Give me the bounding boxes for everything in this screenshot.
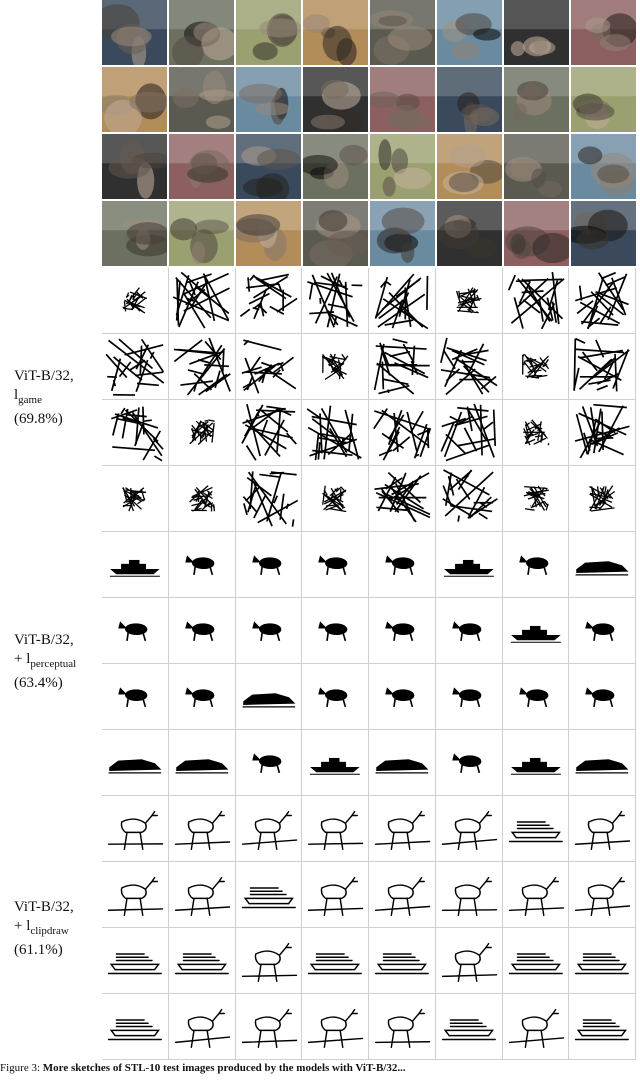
sketch-cell bbox=[102, 730, 169, 796]
caption-text: More sketches of STL-10 test images produced by the models with ViT-B/32... bbox=[42, 1062, 406, 1074]
sketch-cell bbox=[503, 334, 570, 400]
sketch-cell bbox=[436, 730, 503, 796]
sketch-cell bbox=[369, 268, 436, 334]
photo-building-sky bbox=[102, 0, 167, 65]
row-label-accuracy: (69.8%) bbox=[14, 411, 63, 427]
photo-elk-grass bbox=[571, 67, 636, 132]
sketch-cell bbox=[369, 532, 436, 598]
photo-grid bbox=[102, 0, 636, 266]
photo-cougar bbox=[303, 0, 368, 65]
row-label-accuracy: (61.1%) bbox=[14, 942, 63, 958]
sketch-cell bbox=[569, 796, 636, 862]
sketch-cell bbox=[503, 928, 570, 994]
photo-gibbon bbox=[169, 67, 234, 132]
sketch-cell bbox=[102, 862, 169, 928]
row-label-loss bbox=[14, 650, 76, 674]
sketch-cell bbox=[369, 994, 436, 1060]
photo-small-dog bbox=[102, 134, 167, 199]
sketch-cell bbox=[436, 664, 503, 730]
sketch-cell bbox=[102, 400, 169, 466]
photo-deer-field bbox=[303, 134, 368, 199]
sketch-cell bbox=[236, 400, 303, 466]
sketch-cell bbox=[236, 862, 303, 928]
sketch-cell bbox=[369, 796, 436, 862]
photo-chainlink-cat bbox=[236, 67, 301, 132]
photo-dog-sweater bbox=[437, 67, 502, 132]
sketch-cell bbox=[302, 862, 369, 928]
sketch-cell bbox=[236, 928, 303, 994]
sketch-cell bbox=[169, 994, 236, 1060]
sketch-cell bbox=[436, 862, 503, 928]
sketch-cell bbox=[569, 598, 636, 664]
sketch-cell bbox=[436, 466, 503, 532]
loss-subscript: game bbox=[18, 394, 42, 406]
photo-cargo-ship bbox=[303, 201, 368, 266]
photo-horse-head bbox=[303, 67, 368, 132]
sketch-cell bbox=[102, 796, 169, 862]
sketch-cell bbox=[102, 598, 169, 664]
photo-rally-car bbox=[169, 201, 234, 266]
figure-caption bbox=[0, 1062, 640, 1074]
sketch-cell bbox=[369, 598, 436, 664]
sketch-cell bbox=[302, 532, 369, 598]
sketch-cell bbox=[503, 598, 570, 664]
sketch-cell bbox=[369, 862, 436, 928]
sketch-cell bbox=[436, 400, 503, 466]
sketch-cell bbox=[436, 268, 503, 334]
sketch-cell bbox=[569, 730, 636, 796]
sketch-cell bbox=[302, 268, 369, 334]
sketch-cell bbox=[302, 796, 369, 862]
sketch-cell bbox=[102, 928, 169, 994]
sketch-cell bbox=[569, 928, 636, 994]
sketch-cell bbox=[369, 466, 436, 532]
photo-black-dog bbox=[504, 0, 569, 65]
photo-cruise-ship bbox=[504, 67, 569, 132]
sketch-cell bbox=[236, 994, 303, 1060]
sketch-cell bbox=[302, 928, 369, 994]
sketch-cell bbox=[436, 994, 503, 1060]
sketch-cell bbox=[236, 466, 303, 532]
sketch-cell bbox=[569, 994, 636, 1060]
sketch-cell bbox=[503, 862, 570, 928]
sketch-block-game bbox=[102, 268, 636, 532]
photo-ship-harbor bbox=[370, 201, 435, 266]
sketch-cell bbox=[169, 796, 236, 862]
sketch-cell bbox=[302, 598, 369, 664]
photo-colobus-monkey bbox=[102, 67, 167, 132]
sketch-cell bbox=[236, 664, 303, 730]
loss-symbol: + l bbox=[14, 651, 31, 667]
sketch-cell bbox=[169, 532, 236, 598]
caption-prefix: Figure 3: bbox=[0, 1062, 41, 1074]
row-label-perceptual bbox=[14, 631, 76, 693]
sketch-cell bbox=[169, 862, 236, 928]
sketch-cell bbox=[169, 598, 236, 664]
sketch-cell bbox=[569, 466, 636, 532]
photo-airplane-gray bbox=[169, 134, 234, 199]
sketch-cell bbox=[236, 334, 303, 400]
sketch-cell bbox=[169, 664, 236, 730]
sketch-cell bbox=[302, 664, 369, 730]
sketch-cell bbox=[236, 598, 303, 664]
sketch-cell bbox=[169, 268, 236, 334]
sketch-cell bbox=[569, 334, 636, 400]
loss-symbol: + l bbox=[14, 918, 31, 934]
sketch-cell bbox=[569, 400, 636, 466]
sketch-cell bbox=[236, 796, 303, 862]
row-label-clipdraw bbox=[14, 898, 74, 960]
photo-bird-cage bbox=[571, 134, 636, 199]
photo-pony bbox=[504, 134, 569, 199]
sketch-cell bbox=[102, 664, 169, 730]
sketch-cell bbox=[503, 268, 570, 334]
sketch-cell bbox=[169, 400, 236, 466]
photo-ferry-ship bbox=[437, 0, 502, 65]
sketch-cell bbox=[503, 532, 570, 598]
sketch-cell bbox=[102, 532, 169, 598]
row-label-accuracy: (63.4%) bbox=[14, 675, 63, 691]
photo-bird-leaves bbox=[437, 134, 502, 199]
loss-symbol: l bbox=[14, 387, 19, 403]
sketch-cell bbox=[302, 994, 369, 1060]
photo-deer-grazing bbox=[236, 201, 301, 266]
row-label-game bbox=[14, 367, 74, 429]
sketch-cell bbox=[302, 334, 369, 400]
photo-cat-rocks bbox=[437, 201, 502, 266]
sketch-cell bbox=[102, 334, 169, 400]
sketch-cell bbox=[169, 928, 236, 994]
photo-robin-bird bbox=[236, 0, 301, 65]
photo-truck-trailer bbox=[571, 201, 636, 266]
sketch-cell bbox=[369, 664, 436, 730]
loss-subscript: perceptual bbox=[30, 658, 77, 670]
loss-subscript: clipdraw bbox=[30, 925, 69, 937]
sketch-cell bbox=[569, 532, 636, 598]
sketch-cell bbox=[169, 334, 236, 400]
photo-deer-antlers bbox=[370, 67, 435, 132]
sketch-cell bbox=[503, 994, 570, 1060]
sketch-block-perceptual bbox=[102, 532, 636, 796]
row-label-model: ViT-B/32, bbox=[14, 899, 74, 915]
sketch-cell bbox=[436, 532, 503, 598]
sketch-cell bbox=[369, 928, 436, 994]
photo-blue-car bbox=[102, 201, 167, 266]
sketch-cell bbox=[436, 928, 503, 994]
sketch-cell bbox=[436, 598, 503, 664]
sketch-cell bbox=[569, 664, 636, 730]
row-label-model: ViT-B/32, bbox=[14, 632, 74, 648]
photo-cruise-ship-2 bbox=[504, 201, 569, 266]
photo-semi-truck bbox=[236, 134, 301, 199]
sketch-cell bbox=[503, 664, 570, 730]
sketch-cell bbox=[236, 532, 303, 598]
photo-monkey-dark bbox=[370, 134, 435, 199]
sketch-cell bbox=[569, 268, 636, 334]
sketch-cell bbox=[503, 400, 570, 466]
photo-monkey-rocks bbox=[370, 0, 435, 65]
row-label-loss bbox=[14, 917, 74, 941]
sketch-cell bbox=[503, 730, 570, 796]
sketch-cell bbox=[569, 862, 636, 928]
sketch-cell bbox=[436, 334, 503, 400]
sketch-cell bbox=[102, 994, 169, 1060]
sketch-block-clipdraw bbox=[102, 796, 636, 1060]
sketch-cell bbox=[302, 730, 369, 796]
photo-cat-closeup bbox=[169, 0, 234, 65]
sketch-cell bbox=[369, 400, 436, 466]
sketch-cell bbox=[169, 730, 236, 796]
sketch-cell bbox=[436, 796, 503, 862]
row-label-loss bbox=[14, 386, 74, 410]
sketch-cell bbox=[503, 466, 570, 532]
sketch-cell bbox=[102, 466, 169, 532]
sketch-cell bbox=[302, 400, 369, 466]
sketch-cell bbox=[236, 268, 303, 334]
photo-fire-truck bbox=[571, 0, 636, 65]
row-label-model: ViT-B/32, bbox=[14, 368, 74, 384]
sketch-cell bbox=[236, 730, 303, 796]
sketch-cell bbox=[369, 334, 436, 400]
sketch-cell bbox=[369, 730, 436, 796]
sketch-cell bbox=[102, 268, 169, 334]
sketch-cell bbox=[503, 796, 570, 862]
sketch-cell bbox=[302, 466, 369, 532]
sketch-cell bbox=[169, 466, 236, 532]
